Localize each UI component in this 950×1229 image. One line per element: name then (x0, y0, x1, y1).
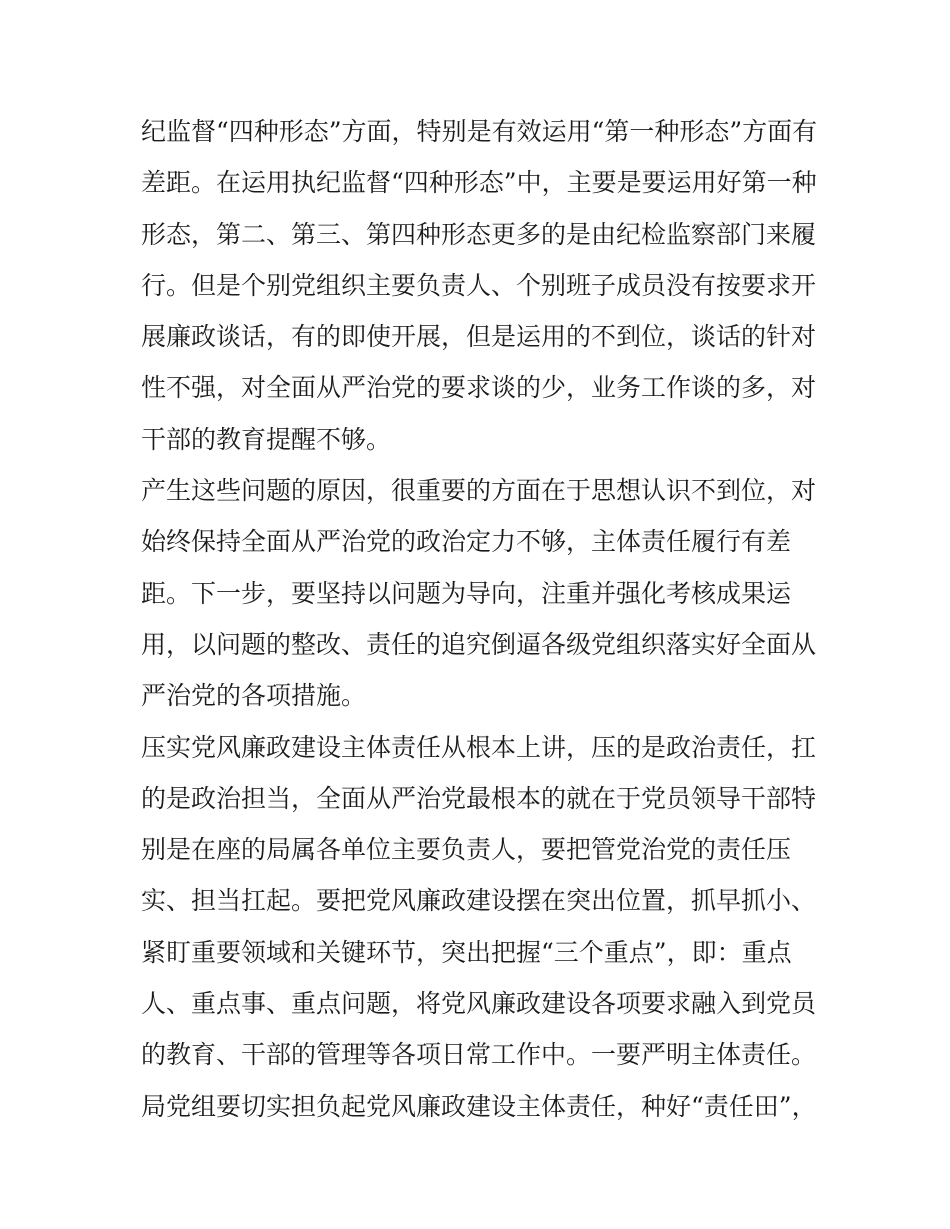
text-line: 严治党的各项措施。 (141, 681, 367, 711)
text-line: 行。但是个别党组织主要负责人、个别班子成员没有按要求开 (141, 270, 817, 300)
text-line: 产生这些问题的原因，很重要的方面在于思想认识不到位，对 (141, 476, 817, 506)
document-body (141, 106, 821, 1132)
text-line: 性不强，对全面从严治党的要求谈的少，业务工作谈的多，对 (141, 373, 817, 403)
text-line: 始终保持全面从严治党的政治定力不够，主体责任履行有差 (141, 527, 792, 557)
text-line: 纪监督“四种形态”方面，特别是有效运用“第一种形态”方面有 (141, 117, 818, 146)
text-line: 紧盯重要领域和关键环节，突出把握“三个重点”，即：重点 (141, 937, 792, 967)
text-line: 的是政治担当，全面从严治党最根本的就在于党员领导干部特 (141, 783, 817, 813)
text-line: 距。下一步，要坚持以问题为导向，注重并强化考核成果运 (141, 578, 792, 608)
text-line: 展廉政谈话，有的即使开展，但是运用的不到位，谈话的针对 (141, 322, 817, 352)
text-line: 局党组要切实担负起党风廉政建设主体责任，种好“责任田”， (141, 1091, 817, 1121)
text-line: 干部的教育提醒不够。 (141, 424, 392, 454)
text-line: 实、担当扛起。要把党风廉政建设摆在突出位置，抓早抓小、 (141, 886, 817, 916)
text-line: 差距。在运用执纪监督“四种形态”中，主要是要运用好第一种 (141, 168, 817, 198)
text-line: 的教育、干部的管理等各项日常工作中。一要严明主体责任。 (141, 1040, 817, 1070)
text-line: 别是在座的局属各单位主要负责人，要把管党治党的责任压 (141, 835, 792, 865)
text-line: 人、重点事、重点问题，将党风廉政建设各项要求融入到党员 (141, 989, 817, 1019)
text-line: 压实党风廉政建设主体责任从根本上讲，压的是政治责任，扛 (141, 732, 817, 762)
text-line: 形态，第二、第三、第四种形态更多的是由纪检监察部门来履 (141, 219, 817, 249)
text-line: 用，以问题的整改、责任的追究倒逼各级党组织落实好全面从 (141, 629, 817, 659)
